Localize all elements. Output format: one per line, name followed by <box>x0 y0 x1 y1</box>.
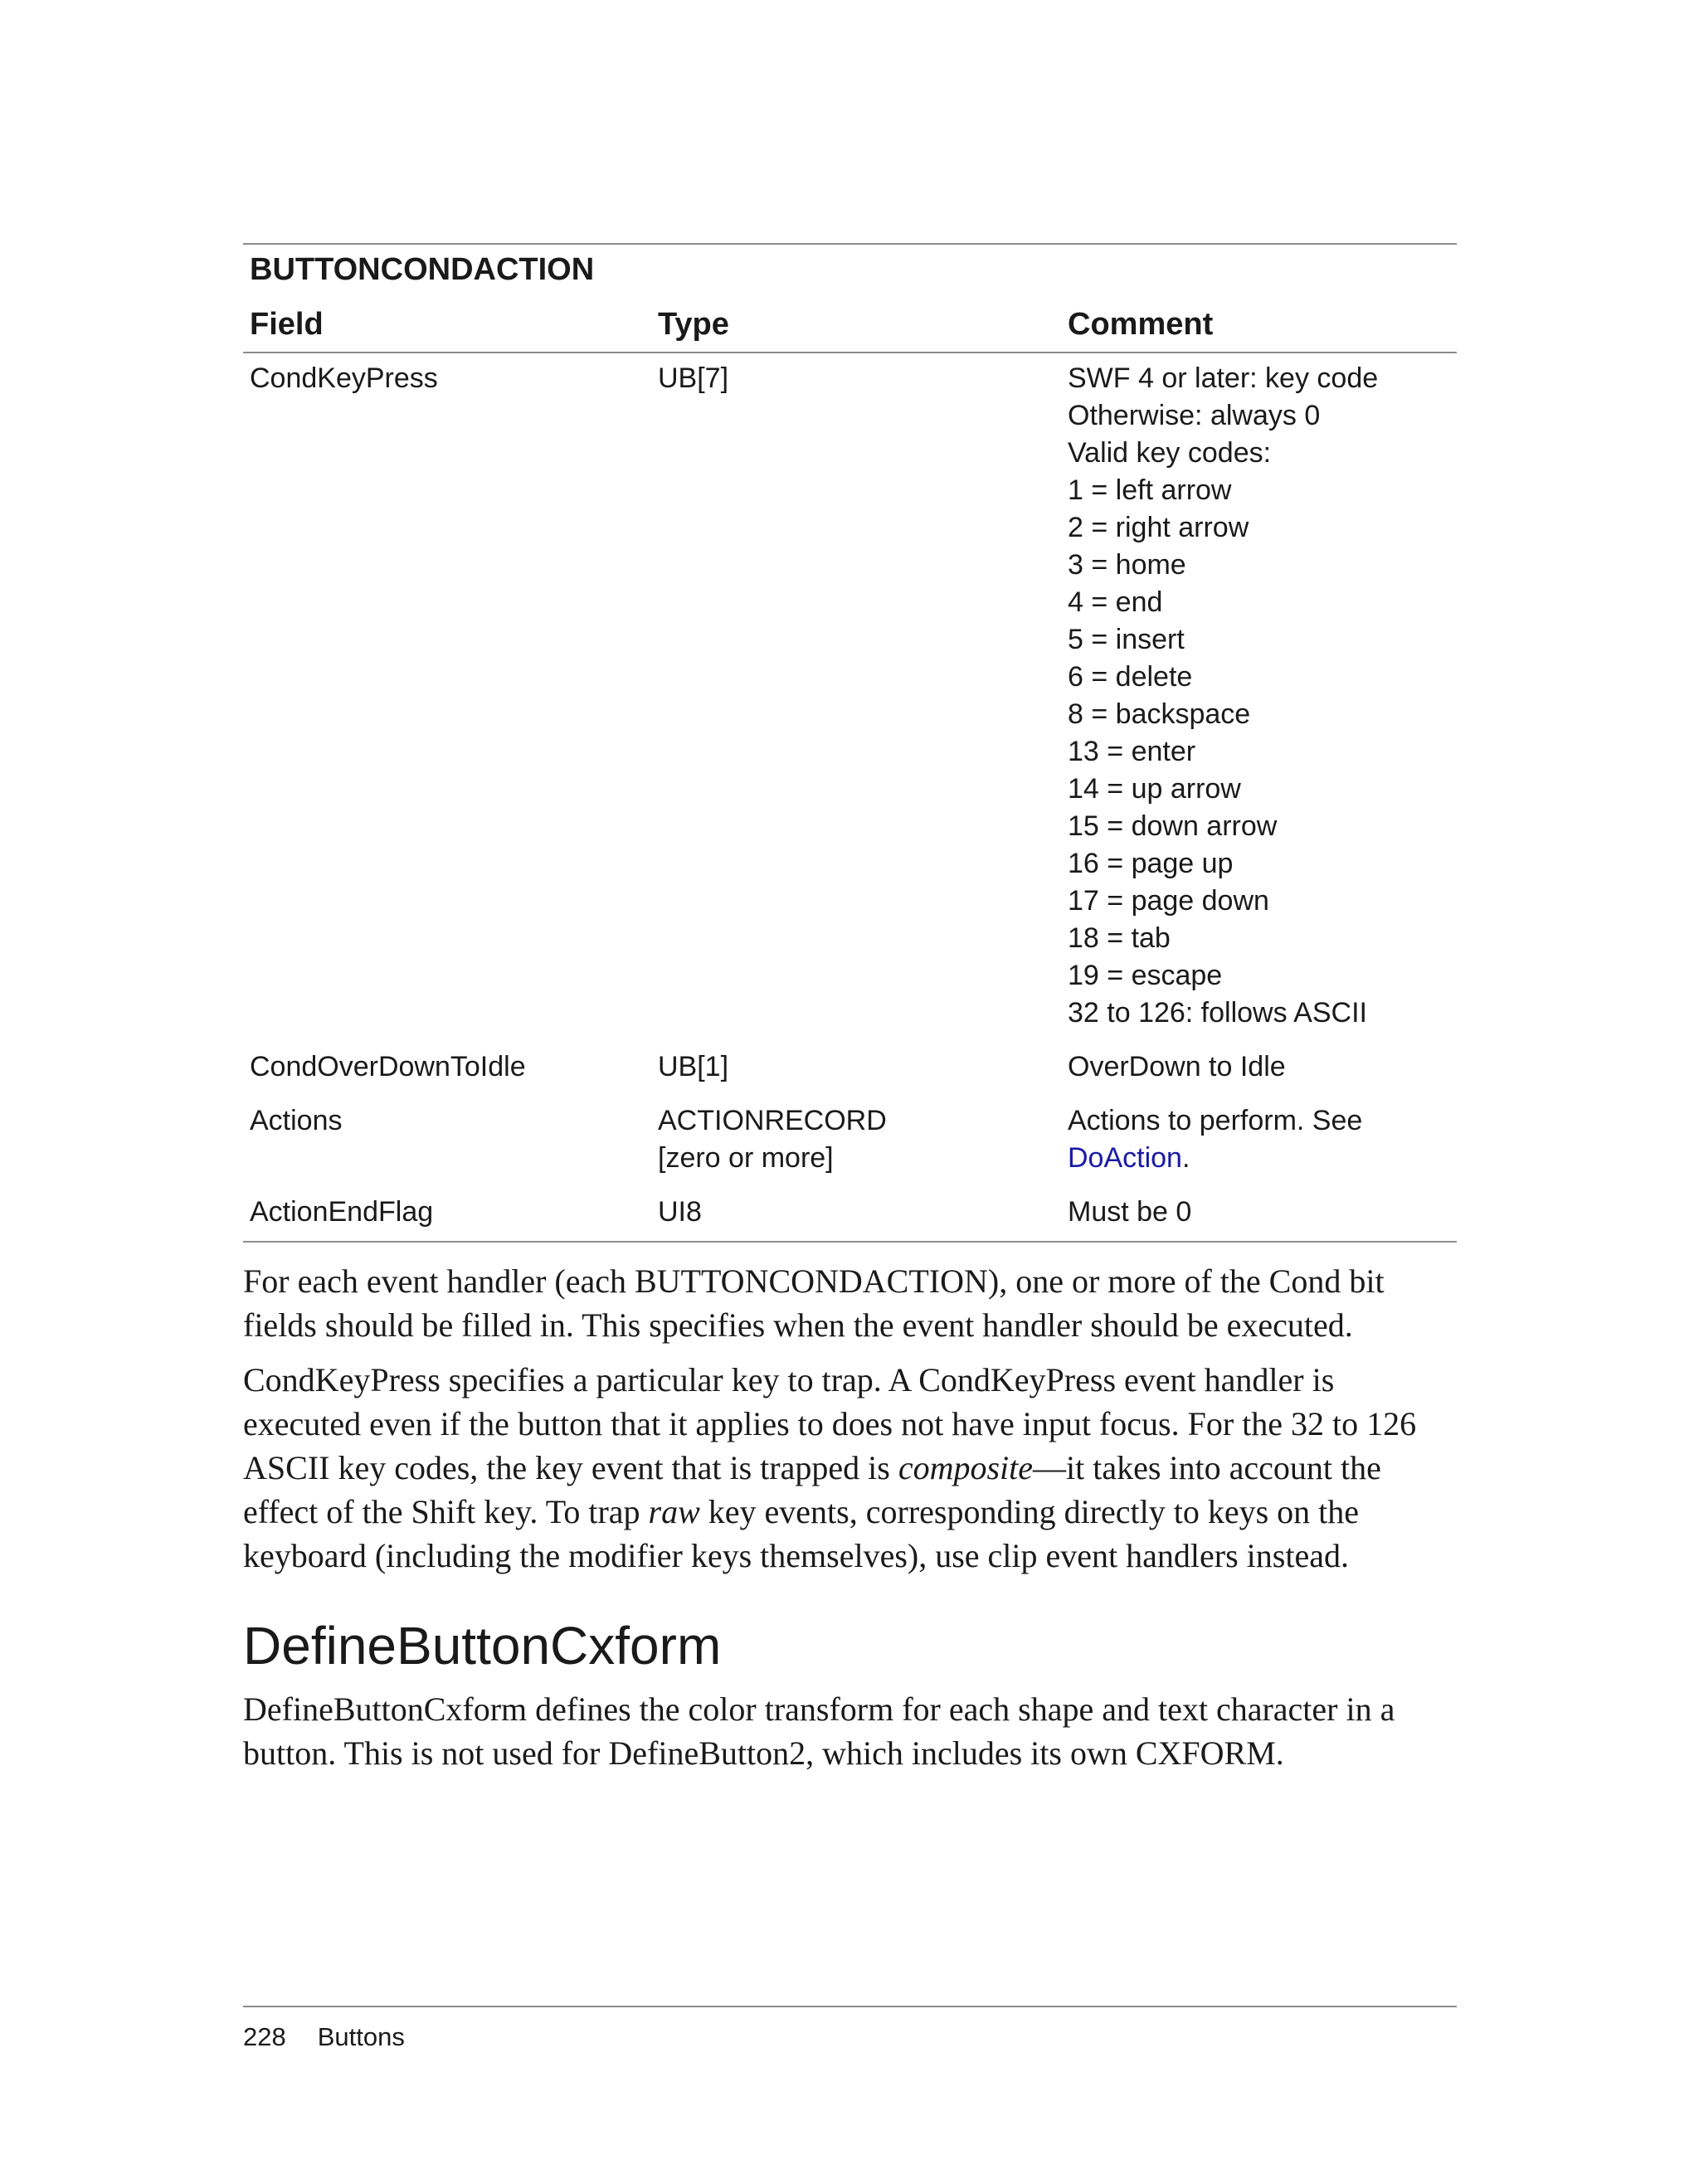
comment-line: 1 = left arrow <box>1068 474 1232 506</box>
header-field: Field <box>243 296 651 353</box>
cell-comment <box>1061 353 1457 1042</box>
paragraph-cond-bits: For each event handler (each BUTTONCONDACTION), one or more of the Cond bit fields should be filled in. This specifies when the event handler should be executed. <box>243 1262 1385 1344</box>
comment-line: 4 = end <box>1068 586 1163 618</box>
table-row <box>243 1042 1457 1096</box>
doaction-link[interactable]: DoAction <box>1068 1142 1182 1174</box>
comment-line: 14 = up arrow <box>1068 773 1241 805</box>
cell-comment <box>1061 1187 1457 1242</box>
cell-type <box>651 1096 1061 1187</box>
cell-comment <box>1061 1096 1457 1187</box>
comment-line: Otherwise: always 0 <box>1068 400 1321 431</box>
comment-line: Valid key codes: <box>1068 437 1272 469</box>
type-line: ACTIONRECORD <box>658 1105 887 1136</box>
emphasis-raw: raw <box>648 1493 700 1530</box>
cell-type <box>651 1042 1061 1096</box>
comment-line: 3 = home <box>1068 549 1186 581</box>
section-paragraph: DefineButtonCxform defines the color transform for each shape and text character in a button. This is not used for DefineButton2, which includes its own CXFORM. <box>243 1690 1395 1772</box>
table-title: BUTTONCONDACTION <box>250 252 595 287</box>
comment-line: 2 = right arrow <box>1068 512 1249 543</box>
page-footer <box>243 2006 1457 2052</box>
comment-line: SWF 4 or later: key code <box>1068 362 1379 394</box>
cell-type <box>651 353 1061 1042</box>
table-row <box>243 1187 1457 1242</box>
type-line: [zero or more] <box>658 1142 834 1174</box>
table-header-row <box>243 296 1457 353</box>
emphasis-composite: composite <box>898 1449 1033 1486</box>
paragraph-text: key events, corresponding directly to keys on the keyboard (including the modifier keys themselves), use clip event handlers instead. <box>243 1493 1360 1574</box>
comment-line: 5 = insert <box>1068 624 1185 655</box>
comment-line: 15 = down arrow <box>1068 810 1278 842</box>
comment-line: Must be 0 <box>1068 1196 1192 1228</box>
comment-line: Actions to perform. See <box>1068 1105 1363 1136</box>
comment-line: OverDown to Idle <box>1068 1051 1286 1082</box>
paragraph-text: —it takes into account the effect of the Shift key. To trap <box>243 1449 1381 1530</box>
type-line: UB[1] <box>658 1051 729 1082</box>
comment-line: 6 = delete <box>1068 661 1193 693</box>
cell-field: Actions <box>250 1105 343 1136</box>
cell-field: ActionEndFlag <box>243 1187 651 1242</box>
page-content <box>243 243 1457 1775</box>
paragraph-text: CondKeyPress specifies a particular key to trap. A CondKeyPress event handler is executed even if the button that it applies to does not have input focus. For the 32 to 126 ASCII key codes, the key event that is trapped is <box>243 1361 1417 1486</box>
cell-comment <box>1061 1042 1457 1096</box>
table-row <box>243 1096 1457 1187</box>
comment-line: 17 = page down <box>1068 885 1269 917</box>
comment-link-line <box>1068 1140 1450 1177</box>
header-comment: Comment <box>1061 296 1457 353</box>
type-line: UI8 <box>658 1196 702 1228</box>
comment-line: 13 = enter <box>1068 736 1196 767</box>
cell-field: CondKeyPress <box>250 362 438 394</box>
cell-type <box>651 1187 1061 1242</box>
comment-line: 18 = tab <box>1068 922 1171 954</box>
paragraph-condkeypress <box>243 1358 1457 1578</box>
cell-field: CondOverDownToIdle <box>250 1051 526 1082</box>
header-type: Type <box>651 296 1061 353</box>
comment-line: 32 to 126: follows ASCII <box>1068 997 1367 1029</box>
chapter-name: Buttons <box>317 2022 405 2051</box>
field-table <box>243 296 1457 1243</box>
table-row <box>243 353 1457 1042</box>
section-heading: DefineButtonCxform <box>243 1616 722 1676</box>
footer-row <box>243 2007 1457 2052</box>
type-line: UB[7] <box>658 362 729 394</box>
page-number: 228 <box>243 2022 286 2051</box>
comment-line: 19 = escape <box>1068 960 1223 991</box>
comment-line: 16 = page up <box>1068 848 1234 879</box>
comment-line: 8 = backspace <box>1068 698 1251 730</box>
link-suffix: . <box>1181 1142 1190 1174</box>
